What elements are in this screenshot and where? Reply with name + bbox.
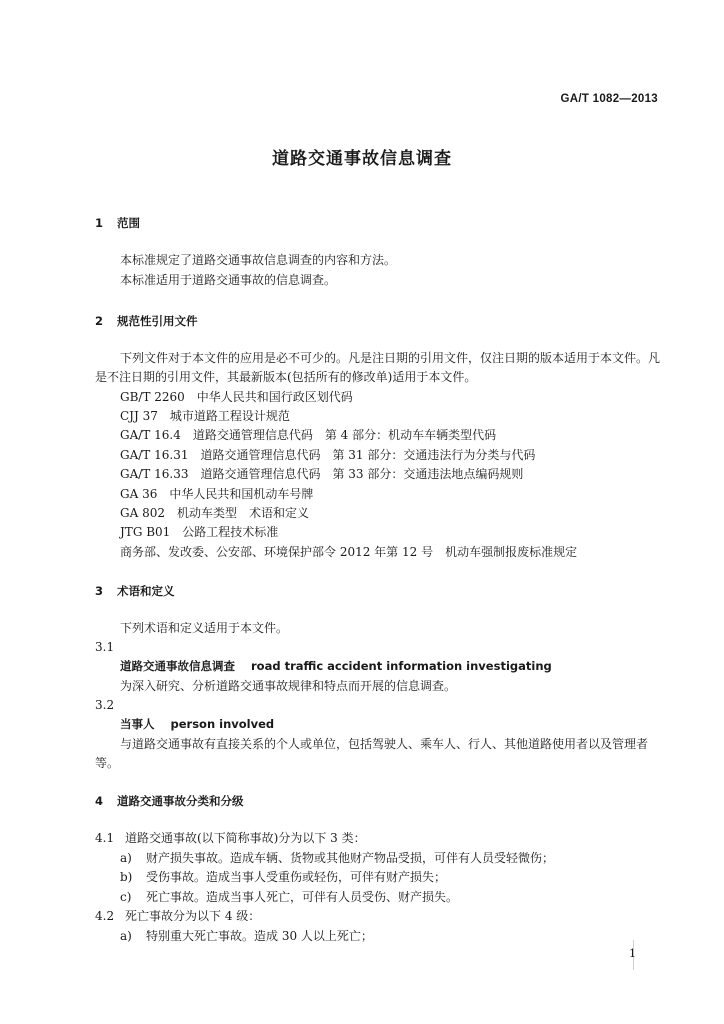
- clause-4-1: [95, 829, 366, 848]
- reference-item: GA 802 机动车类型 术语和定义: [120, 506, 309, 520]
- clause-text: 道路交通事故(以下简称事故)分为以下 3 类：: [125, 831, 366, 845]
- term-english: person involved: [170, 717, 275, 731]
- paragraph: 本标准规定了道路交通事故信息调查的内容和方法。: [120, 253, 397, 267]
- clause-4-2: [95, 907, 260, 926]
- list-item: [120, 927, 373, 946]
- list-item-text: 特别重大死亡事故。造成 30 人以上死亡；: [146, 929, 373, 943]
- term-definition: 与道路交通事故有直接关系的个人或单位，包括驾驶人、乘车人、行人、其他道路使用者以及管理者等。: [95, 737, 649, 770]
- clause-text: 死亡事故分为以下 4 级：: [125, 909, 261, 923]
- list-marker: c): [120, 890, 132, 904]
- page-number: 1: [629, 947, 636, 960]
- term-chinese: 当事人: [120, 717, 155, 731]
- term-chinese: 道路交通事故信息调查: [120, 659, 235, 673]
- section-number: 3: [95, 584, 104, 598]
- clause-number: 3.1: [95, 640, 115, 654]
- clause-number: 3.2: [95, 698, 115, 712]
- section-title: 范围: [117, 216, 140, 230]
- reference-item: GA/T 16.4 道路交通管理信息代码 第 4 部分：机动车车辆类型代码: [120, 428, 497, 442]
- paragraph: 下列术语和定义适用于本文件。: [120, 621, 289, 635]
- list-marker: a): [120, 851, 132, 865]
- reference-item: JTG B01 公路工程技术标准: [120, 525, 279, 539]
- section-number: 4: [95, 794, 104, 808]
- reference-item: GA 36 中华人民共和国机动车号牌: [120, 487, 314, 501]
- reference-item: 商务部、发改委、公安部、环境保护部令 2012 年第 12 号 机动车强制报废标准规定: [120, 545, 578, 559]
- section-1-heading: [95, 214, 140, 233]
- section-title: 术语和定义: [117, 584, 175, 598]
- list-item-text: 受伤事故。造成当事人受重伤或轻伤，可伴有财产损失；: [146, 870, 447, 884]
- list-item: [120, 888, 458, 907]
- list-item: [120, 868, 446, 887]
- reference-item: GA/T 16.31 道路交通管理信息代码 第 31 部分：交通违法行为分类与代码: [120, 448, 536, 462]
- standard-code: GA/T 1082—2013: [560, 93, 658, 105]
- clause-number: 4.1: [95, 831, 115, 845]
- reference-item: CJJ 37 城市道路工程设计规范: [120, 409, 290, 423]
- paragraph: 本标准适用于道路交通事故的信息调查。: [120, 273, 337, 287]
- page-title: 道路交通事故信息调查: [272, 149, 452, 169]
- list-marker: b): [120, 870, 133, 884]
- section-3-heading: [95, 582, 175, 601]
- section-2-heading: [95, 312, 198, 331]
- section-number: 1: [95, 216, 104, 230]
- list-item: [120, 849, 554, 868]
- reference-item: GA/T 16.33 道路交通管理信息代码 第 33 部分：交通违法地点编码规则: [120, 467, 524, 481]
- list-marker: a): [120, 929, 132, 943]
- section-title: 道路交通事故分类和分级: [117, 794, 244, 808]
- list-item-text: 死亡事故。造成当事人死亡，可伴有人员受伤、财产损失。: [146, 890, 459, 904]
- paragraph: 下列文件对于本文件的应用是必不可少的。凡是注日期的引用文件，仅注日期的版本适用于本文件。凡是不注日期的引用文件，其最新版本(包括所有的修改单)适用于本文件。: [95, 351, 661, 384]
- section-4-heading: [95, 792, 244, 811]
- term-entry: [120, 657, 552, 676]
- clause-number: 4.2: [95, 909, 115, 923]
- list-item-text: 财产损失事故。造成车辆、货物或其他财产物品受损，可伴有人员受轻微伤；: [146, 851, 555, 865]
- section-number: 2: [95, 314, 104, 328]
- term-english: road traffic accident information investigating: [251, 659, 552, 673]
- section-title: 规范性引用文件: [117, 314, 198, 328]
- term-entry: [120, 715, 274, 734]
- reference-item: GB/T 2260 中华人民共和国行政区划代码: [120, 390, 353, 404]
- term-definition: 为深入研究、分析道路交通事故规律和特点而开展的信息调查。: [120, 679, 457, 693]
